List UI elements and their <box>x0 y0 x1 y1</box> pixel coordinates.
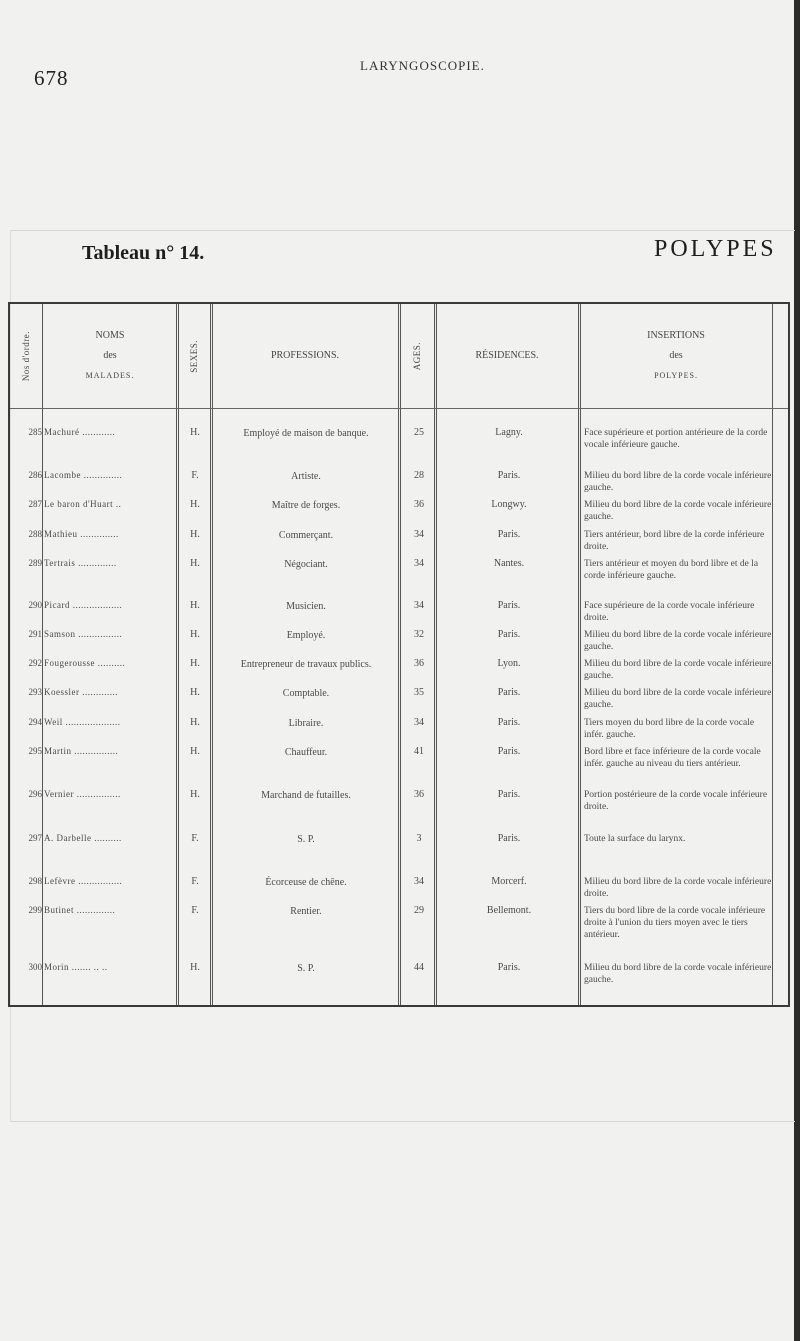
patient-residence: Nantes. <box>493 558 525 569</box>
patient-name: Machuré ............ <box>44 427 116 437</box>
patient-age: 44 <box>414 962 424 973</box>
patient-sex: F. <box>191 876 199 887</box>
patient-age: 41 <box>414 746 424 757</box>
polyp-insertion: Portion postérieure de la corde vocale inférieure droite. <box>584 790 768 812</box>
patient-age: 34 <box>414 600 424 611</box>
patient-age: 34 <box>414 529 424 540</box>
patient-name: Martin ................ <box>44 746 119 756</box>
polyp-insertion: Bord libre et face inférieure de la corde vocale infér. gauche au niveau du tiers antérieur. <box>584 747 761 769</box>
header-order: Nos d'ordre. <box>21 330 31 382</box>
patient-name: Picard .................. <box>44 600 123 610</box>
polyp-insertion: Milieu du bord libre de la corde vocale inférieure gauche. <box>584 688 772 710</box>
polyp-insertion: Milieu du bord libre de la corde vocale inférieure gauche. <box>584 500 772 522</box>
patient-profession: Employé. <box>286 630 326 641</box>
patient-name: Vernier ................ <box>44 789 121 799</box>
patient-name: Samson ................ <box>44 629 123 639</box>
row-number: 298 <box>28 876 42 886</box>
patient-sex: H. <box>190 962 200 973</box>
patient-residence: Paris. <box>497 789 521 800</box>
row-number: 293 <box>28 687 42 697</box>
polyp-insertion: Milieu du bord libre de la corde vocale inférieure droite. <box>584 877 772 899</box>
header-sexes: SEXES. <box>189 339 199 373</box>
column-divider <box>210 304 213 1005</box>
patient-profession: Chauffeur. <box>284 747 328 758</box>
patient-residence: Paris. <box>497 470 521 481</box>
patient-age: 36 <box>414 789 424 800</box>
patient-name: Lacombe .............. <box>44 470 123 480</box>
table-title: Tableau n° 14. <box>82 242 205 264</box>
patient-profession: S. P. <box>297 834 315 845</box>
polyp-insertion: Tiers du bord libre de la corde vocale inférieure droite à l'union du tiers moyen avec le tiers antérieur. <box>584 906 766 940</box>
row-number: 291 <box>28 629 42 639</box>
patient-sex: F. <box>191 905 199 916</box>
polyp-insertion: Milieu du bord libre de la corde vocale inférieure gauche. <box>584 963 772 985</box>
patient-age: 29 <box>414 905 424 916</box>
patient-age: 32 <box>414 629 424 640</box>
patient-residence: Bellemont. <box>486 905 532 916</box>
patient-sex: H. <box>190 746 200 757</box>
patient-residence: Morcerf. <box>491 876 527 887</box>
patient-profession: Écorceuse de chêne. <box>265 877 347 888</box>
patient-residence: Paris. <box>497 746 521 757</box>
patient-profession: Entrepreneur de travaux publics. <box>240 659 372 670</box>
row-number: 296 <box>28 789 42 799</box>
patient-sex: F. <box>191 833 199 844</box>
patient-sex: H. <box>190 717 200 728</box>
polyp-insertion: Toute la surface du larynx. <box>584 834 686 844</box>
patient-profession: Commerçant. <box>278 530 334 541</box>
column-divider <box>434 304 437 1005</box>
patient-profession: Maître de forges. <box>271 500 341 511</box>
polyp-insertion: Milieu du bord libre de la corde vocale inférieure gauche. <box>584 630 772 652</box>
patient-sex: H. <box>190 658 200 669</box>
patient-age: 36 <box>414 499 424 510</box>
patient-profession: Négociant. <box>284 559 328 570</box>
patient-age: 34 <box>414 717 424 728</box>
patient-residence: Paris. <box>497 717 521 728</box>
patient-age: 3 <box>416 833 422 844</box>
patient-residence: Paris. <box>497 629 521 640</box>
column-divider <box>398 304 401 1005</box>
patient-name: Mathieu .............. <box>44 529 119 539</box>
polyp-insertion: Face supérieure de la corde vocale inférieure droite. <box>584 601 755 623</box>
patient-name: Fougerousse .......... <box>44 658 126 668</box>
header-separator <box>10 408 788 409</box>
patient-age: 36 <box>414 658 424 669</box>
patient-name: Tertrais .............. <box>44 558 117 568</box>
patient-name: A. Darbelle .......... <box>44 833 122 843</box>
patient-age: 28 <box>414 470 424 481</box>
row-number: 289 <box>28 558 42 568</box>
row-number: 285 <box>28 427 42 437</box>
header-professions: PROFESSIONS. <box>270 350 340 361</box>
row-number: 299 <box>28 905 42 915</box>
polyp-table <box>8 302 790 1007</box>
patient-age: 34 <box>414 876 424 887</box>
page-number: 678 <box>34 66 69 90</box>
row-number: 294 <box>28 717 42 727</box>
row-number: 295 <box>28 746 42 756</box>
patient-profession: Marchand de futailles. <box>261 790 351 801</box>
header-residences: RÉSIDENCES. <box>475 350 539 361</box>
patient-name: Lefèvre ................ <box>44 876 123 886</box>
patient-name: Morin ....... .. .. <box>44 962 108 972</box>
patient-name: Butinet .............. <box>44 905 116 915</box>
patient-age: 35 <box>414 687 424 698</box>
patient-profession: S. P. <box>297 963 315 974</box>
patient-sex: H. <box>190 629 200 640</box>
row-number: 286 <box>28 470 42 480</box>
patient-profession: Rentier. <box>290 906 322 917</box>
patient-residence: Longwy. <box>491 499 527 510</box>
patient-name: Le baron d'Huart .. <box>44 499 122 509</box>
header-ages: AGES. <box>412 341 422 371</box>
polyp-insertion: Milieu du bord libre de la corde vocale inférieure gauche. <box>584 471 772 493</box>
running-head: LARYNGOSCOPIE. <box>360 58 485 73</box>
patient-profession: Comptable. <box>282 688 330 699</box>
patient-residence: Lagny. <box>495 427 523 438</box>
row-number: 287 <box>28 499 42 509</box>
patient-profession: Employé de maison de banque. <box>243 428 369 439</box>
patient-profession: Libraire. <box>288 718 324 729</box>
patient-residence: Paris. <box>497 687 521 698</box>
patient-residence: Paris. <box>497 600 521 611</box>
polyp-insertion: Tiers moyen du bord libre de la corde vocale infér. gauche. <box>584 718 755 740</box>
header-names: NOMS des MALADES. <box>85 330 135 380</box>
column-divider <box>42 304 43 1005</box>
column-divider <box>578 304 581 1005</box>
section-title: POLYPES <box>654 236 777 262</box>
patient-sex: H. <box>190 687 200 698</box>
row-number: 300 <box>28 962 42 972</box>
row-number: 297 <box>28 833 42 843</box>
patient-age: 34 <box>414 558 424 569</box>
patient-residence: Paris. <box>497 833 521 844</box>
patient-profession: Artiste. <box>291 471 321 482</box>
patient-residence: Paris. <box>497 529 521 540</box>
patient-profession: Musicien. <box>286 601 326 612</box>
patient-sex: H. <box>190 789 200 800</box>
row-number: 292 <box>28 658 42 668</box>
patient-sex: H. <box>190 558 200 569</box>
row-number: 288 <box>28 529 42 539</box>
polyp-insertion: Milieu du bord libre de la corde vocale inférieure gauche. <box>584 659 772 681</box>
patient-sex: H. <box>190 499 200 510</box>
patient-sex: H. <box>190 427 200 438</box>
polyp-insertion: Tiers antérieur, bord libre de la corde inférieure droite. <box>584 530 765 552</box>
polyp-insertion: Face supérieure et portion antérieure de la corde vocale inférieure gauche. <box>584 428 768 450</box>
row-number: 290 <box>28 600 42 610</box>
header-insertions: INSERTIONS des POLYPES. <box>647 330 705 380</box>
column-divider <box>176 304 179 1005</box>
patient-residence: Paris. <box>497 962 521 973</box>
patient-sex: H. <box>190 529 200 540</box>
patient-age: 25 <box>414 427 424 438</box>
patient-name: Koessler ............. <box>44 687 118 697</box>
patient-sex: F. <box>191 470 199 481</box>
patient-name: Weil .................... <box>44 717 121 727</box>
patient-residence: Lyon. <box>497 658 521 669</box>
patient-sex: H. <box>190 600 200 611</box>
polyp-insertion: Tiers antérieur et moyen du bord libre et de la corde inférieure gauche. <box>584 559 759 581</box>
